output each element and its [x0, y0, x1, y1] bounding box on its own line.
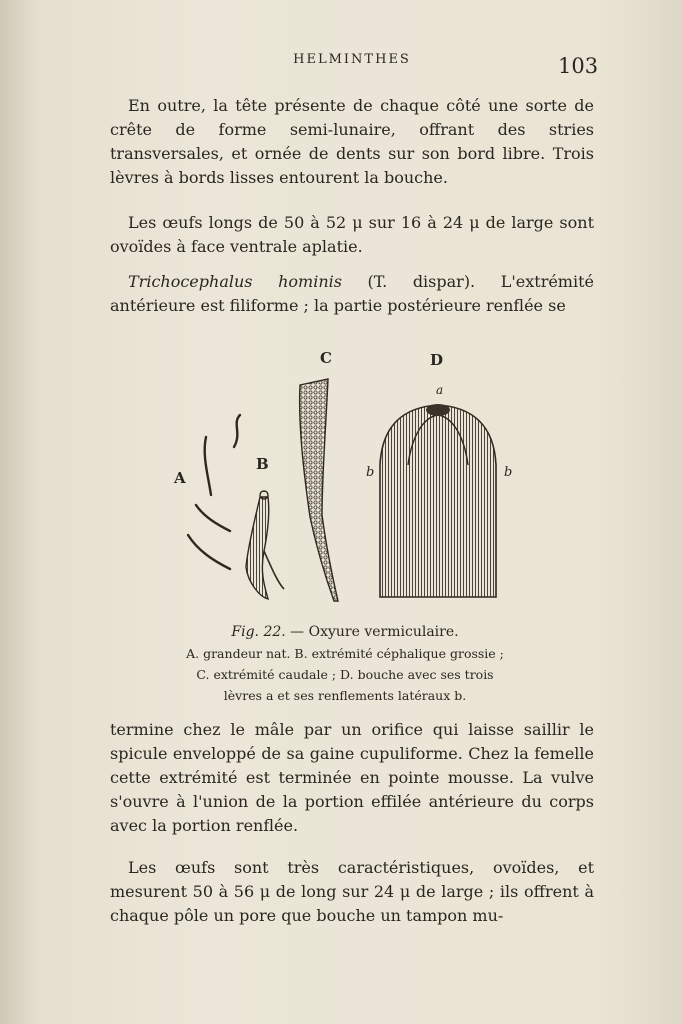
figure-label-small-a: a — [436, 383, 444, 397]
figure-label-c: C — [320, 349, 332, 367]
figure-caption — [150, 622, 540, 706]
caption-line: C. extrémité caudale ; D. bouche avec ses trois — [196, 667, 494, 682]
caption-title-line — [150, 622, 540, 643]
caption-line: A. grandeur nat. B. extrémité céphalique grossie ; — [186, 646, 504, 661]
figure-a-worms — [188, 415, 240, 569]
paragraph-eggs — [110, 211, 594, 259]
caption-line: lèvres a et ses renflements latéraux b. — [223, 688, 467, 703]
figure-label-small-b-left: b — [366, 465, 375, 480]
running-title: HELMINTHES — [293, 52, 411, 67]
figure-label-small-b-right: b — [504, 465, 513, 480]
paragraph-text — [110, 270, 594, 318]
figure-label-d: D — [430, 351, 444, 369]
page-number: 103 — [558, 54, 599, 78]
paragraph-text: Les œufs sont très caractéristiques, ovoïdes, et mesurent 50 à 56 μ de long sur 24 μ de large ; ils offrent à chaque pôle un pore que bouche un tampon mu- — [110, 858, 594, 925]
paragraph-male-female — [110, 718, 594, 838]
figure-label-a: A — [174, 469, 186, 487]
figure-d-mouth — [380, 404, 496, 597]
paragraph-text: Les œufs longs de 50 à 52 μ sur 16 à 24 μ de large sont ovoïdes à face ventrale aplatie. — [110, 213, 594, 256]
figure-b-head — [246, 491, 284, 599]
paragraph-eggs-characteristic — [110, 856, 594, 928]
caption-fig-number: Fig. 22. — [231, 624, 286, 640]
paragraph-text: En outre, la tête présente de chaque côté une sorte de crête de forme semi-lunaire, offrant des stries transversales, et ornée de dents sur son bord libre. Trois lèvres à bords lisses entourent la bouche. — [110, 96, 594, 187]
figure-c-tail — [300, 379, 338, 601]
species-name: Trichocephalus hominis — [128, 272, 342, 291]
figure-oxyure — [168, 345, 518, 605]
paragraph-head-crest — [110, 94, 594, 190]
paragraph-text: termine chez le mâle par un orifice qui laisse saillir le spicule enveloppé de sa gaine cupuliforme. Chez la femelle cette extrémité est terminée en pointe mousse. La vulve s'ouvre à l'union de la portion effilée antérieure du corps avec la portion renflée. — [110, 720, 594, 835]
paragraph-continuation: (T. dispar). L'extrémité antérieure est filiforme ; la partie postérieure renflée se — [110, 272, 594, 315]
figure-label-b: B — [256, 455, 269, 473]
paragraph-trichocephalus — [110, 270, 594, 318]
oxyure-illustration — [168, 345, 518, 605]
caption-title: — Oxyure vermiculaire. — [285, 624, 459, 640]
